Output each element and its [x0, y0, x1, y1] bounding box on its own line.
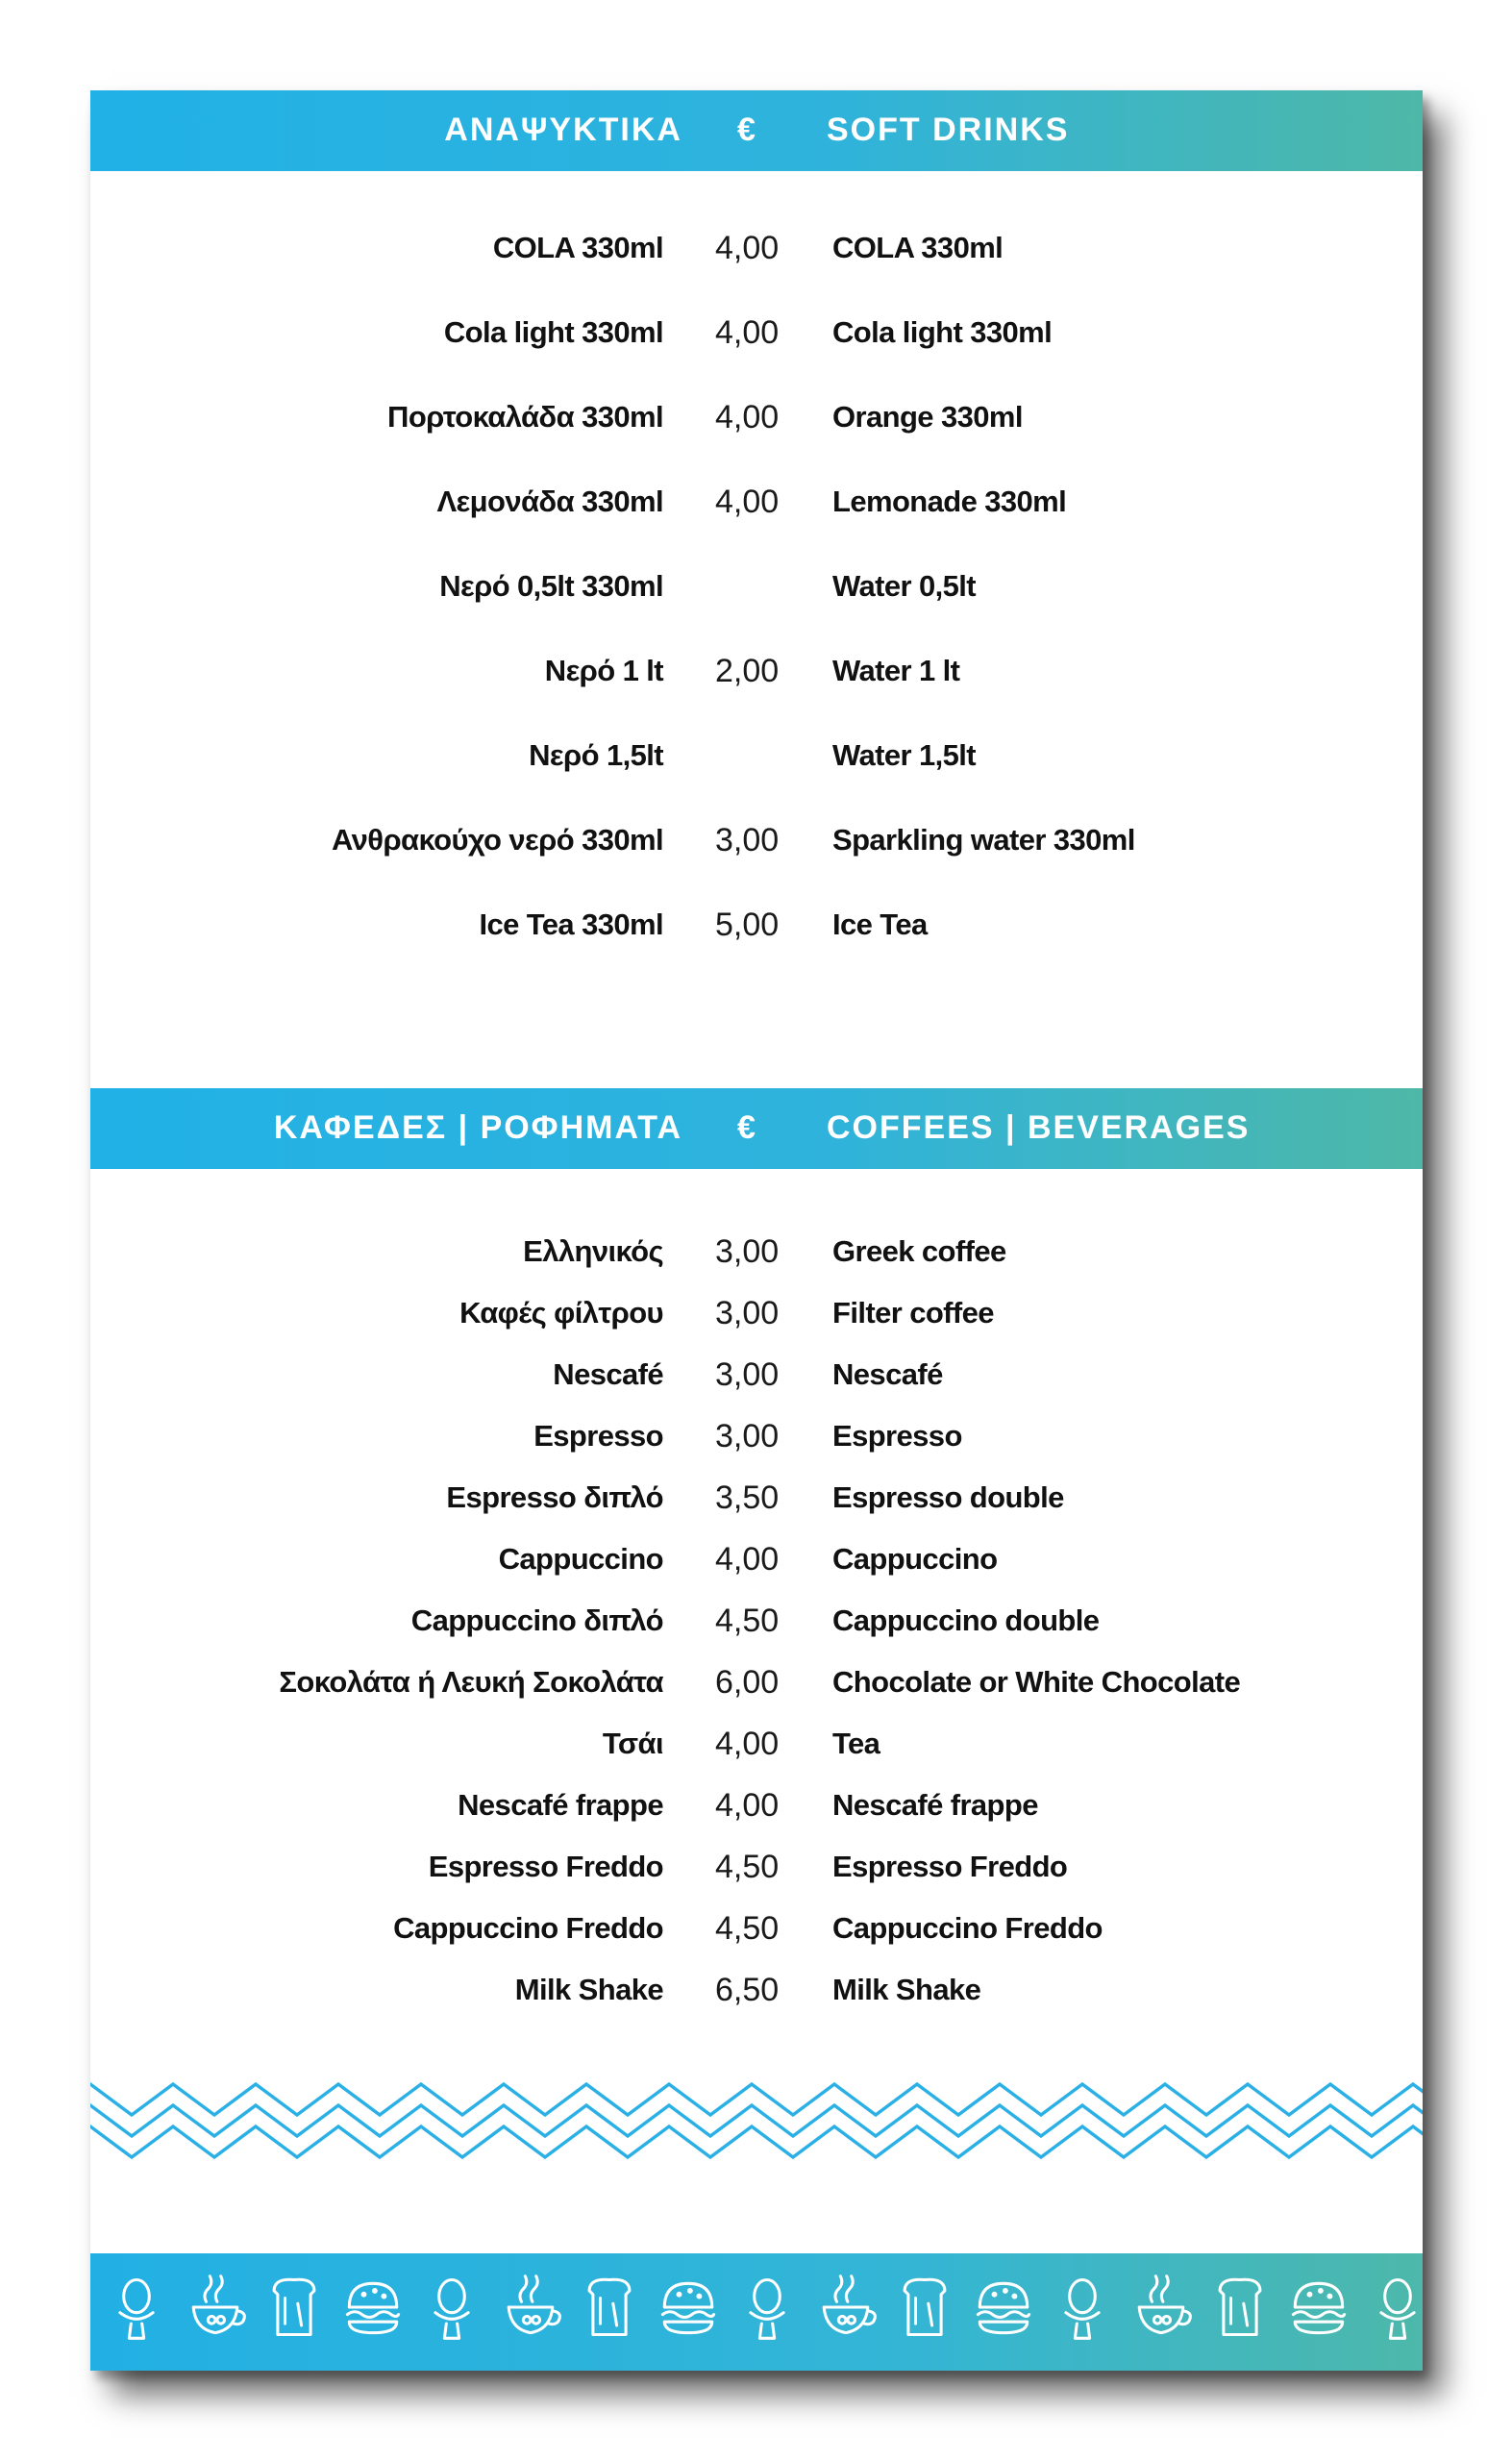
item-name-en: Nescafé frappe: [832, 1788, 1038, 1822]
menu-item: [90, 906, 1423, 990]
item-name-en: Cappuccino double: [832, 1603, 1100, 1637]
item-name-en: COLA 330ml: [832, 231, 1004, 264]
item-price: 4,50: [715, 1910, 780, 1947]
item-price: 4,00: [715, 399, 780, 435]
item-name-gr: Cappuccino: [498, 1542, 663, 1576]
coffee-cup-icon: [809, 2271, 882, 2344]
item-name-en: Greek coffee: [832, 1234, 1006, 1268]
item-name-gr: Espresso: [533, 1419, 663, 1453]
egg-cup-icon: [1361, 2271, 1423, 2344]
menu-item: [90, 821, 1423, 906]
footer-icon-band: [90, 2253, 1423, 2371]
item-name-en: Cola light 330ml: [832, 315, 1053, 349]
item-name-en: Espresso: [832, 1419, 962, 1453]
egg-cup-icon: [100, 2271, 173, 2344]
item-name-gr: Ελληνικός: [523, 1234, 663, 1268]
menu-item: [90, 313, 1423, 398]
coffees-list: [90, 1232, 1423, 2032]
menu-item: [90, 1725, 1423, 1786]
item-name-en: Tea: [832, 1727, 880, 1760]
item-price: 4,00: [715, 230, 780, 266]
item-name-gr: Espresso διπλό: [446, 1480, 663, 1514]
item-price: 3,00: [715, 1295, 780, 1331]
item-name-en: Chocolate or White Chocolate: [832, 1665, 1241, 1699]
item-price: 4,50: [715, 1849, 780, 1885]
coffees-title-en: COFFEES | BEVERAGES: [827, 1109, 1251, 1146]
egg-cup-icon: [731, 2271, 804, 2344]
coffees-title-gr: ΚΑΦΕΔΕΣ | ΡΟΦΗΜΑΤΑ: [273, 1109, 682, 1146]
menu-item: [90, 736, 1423, 821]
menu-item: [90, 567, 1423, 652]
menu-item: [90, 398, 1423, 483]
zigzag-decoration: [90, 2071, 1423, 2186]
toast-icon: [258, 2271, 331, 2344]
item-name-en: Cappuccino Freddo: [832, 1911, 1103, 1945]
menu-item: [90, 1355, 1423, 1417]
item-name-gr: Ice Tea 330ml: [479, 907, 663, 941]
item-price: 2,00: [715, 653, 780, 689]
menu-item: [90, 1909, 1423, 1971]
item-name-en: Espresso double: [832, 1480, 1064, 1514]
item-name-en: Ice Tea: [832, 907, 928, 941]
item-name-en: Water 0,5lt: [832, 569, 977, 603]
item-price: 3,00: [715, 1233, 780, 1270]
item-name-gr: Λεμονάδα 330ml: [436, 485, 663, 518]
soft-drinks-header: [90, 90, 1423, 171]
toast-icon: [888, 2271, 961, 2344]
coffee-cup-icon: [1125, 2271, 1198, 2344]
item-price: 4,00: [715, 1541, 780, 1578]
menu-item: [90, 1232, 1423, 1294]
egg-cup-icon: [1046, 2271, 1119, 2344]
item-name-gr: COLA 330ml: [492, 231, 663, 264]
item-price: 6,50: [715, 1972, 780, 2008]
egg-cup-icon: [415, 2271, 488, 2344]
menu-page: [90, 90, 1423, 2371]
item-price: 3,00: [715, 1356, 780, 1393]
coffee-cup-icon: [494, 2271, 567, 2344]
item-price: 3,00: [715, 822, 780, 858]
item-price: 6,00: [715, 1664, 780, 1701]
item-name-en: Nescafé: [832, 1357, 943, 1391]
soft-drinks-list: [90, 229, 1423, 990]
item-name-gr: Nescafé frappe: [458, 1788, 663, 1822]
item-name-gr: Νερό 0,5lt 330ml: [439, 569, 663, 603]
coffee-cup-icon: [179, 2271, 252, 2344]
item-name-gr: Πορτοκαλάδα 330ml: [387, 400, 663, 434]
item-name-gr: Cappuccino διπλό: [410, 1603, 663, 1637]
item-price: 3,50: [715, 1479, 780, 1516]
menu-item: [90, 1848, 1423, 1909]
item-name-gr: Ανθρακούχο νερό 330ml: [332, 823, 663, 857]
item-name-en: Orange 330ml: [832, 400, 1023, 434]
item-name-en: Sparkling water 330ml: [832, 823, 1135, 857]
currency-symbol: €: [737, 112, 757, 148]
item-name-en: Water 1 lt: [832, 654, 960, 687]
menu-item: [90, 1602, 1423, 1663]
item-name-gr: Nescafé: [553, 1357, 663, 1391]
item-name-gr: Cola light 330ml: [443, 315, 663, 349]
menu-item: [90, 1663, 1423, 1725]
menu-item: [90, 1971, 1423, 2032]
item-name-en: Espresso Freddo: [832, 1850, 1068, 1883]
menu-item: [90, 1417, 1423, 1479]
item-price: 5,00: [715, 907, 780, 943]
soft-drinks-title-gr: ΑΝΑΨΥΚΤΙΚΑ: [444, 112, 682, 148]
item-name-en: Filter coffee: [832, 1296, 994, 1330]
item-name-en: Water 1,5lt: [832, 738, 977, 772]
item-price: 4,50: [715, 1603, 780, 1639]
item-price: 3,00: [715, 1418, 780, 1454]
item-name-gr: Νερό 1,5lt: [529, 738, 663, 772]
item-name-en: Milk Shake: [832, 1973, 981, 2006]
menu-item: [90, 483, 1423, 567]
item-name-gr: Καφές φίλτρου: [459, 1296, 663, 1330]
item-name-gr: Milk Shake: [514, 1973, 663, 2006]
menu-item: [90, 1786, 1423, 1848]
toast-icon: [573, 2271, 646, 2344]
menu-item: [90, 229, 1423, 313]
item-name-gr: Σοκολάτα ή Λευκή Σοκολάτα: [279, 1665, 663, 1699]
menu-item: [90, 1294, 1423, 1355]
toast-icon: [1203, 2271, 1277, 2344]
item-price: 4,00: [715, 1787, 780, 1824]
item-name-gr: Cappuccino Freddo: [393, 1911, 663, 1945]
item-price: 4,00: [715, 314, 780, 351]
item-name-en: Lemonade 330ml: [832, 485, 1067, 518]
burger-icon: [336, 2271, 409, 2344]
menu-item: [90, 1479, 1423, 1540]
menu-item: [90, 1540, 1423, 1602]
coffees-header: [90, 1088, 1423, 1169]
item-name-gr: Τσάι: [602, 1727, 663, 1760]
burger-icon: [652, 2271, 725, 2344]
item-price: 4,00: [715, 484, 780, 520]
item-name-gr: Νερό 1 lt: [544, 654, 663, 687]
item-price: 4,00: [715, 1726, 780, 1762]
item-name-en: Cappuccino: [832, 1542, 998, 1576]
burger-icon: [967, 2271, 1040, 2344]
burger-icon: [1282, 2271, 1355, 2344]
soft-drinks-title-en: SOFT DRINKS: [827, 112, 1070, 148]
menu-item: [90, 652, 1423, 736]
currency-symbol: €: [737, 1109, 757, 1146]
item-name-gr: Espresso Freddo: [428, 1850, 663, 1883]
